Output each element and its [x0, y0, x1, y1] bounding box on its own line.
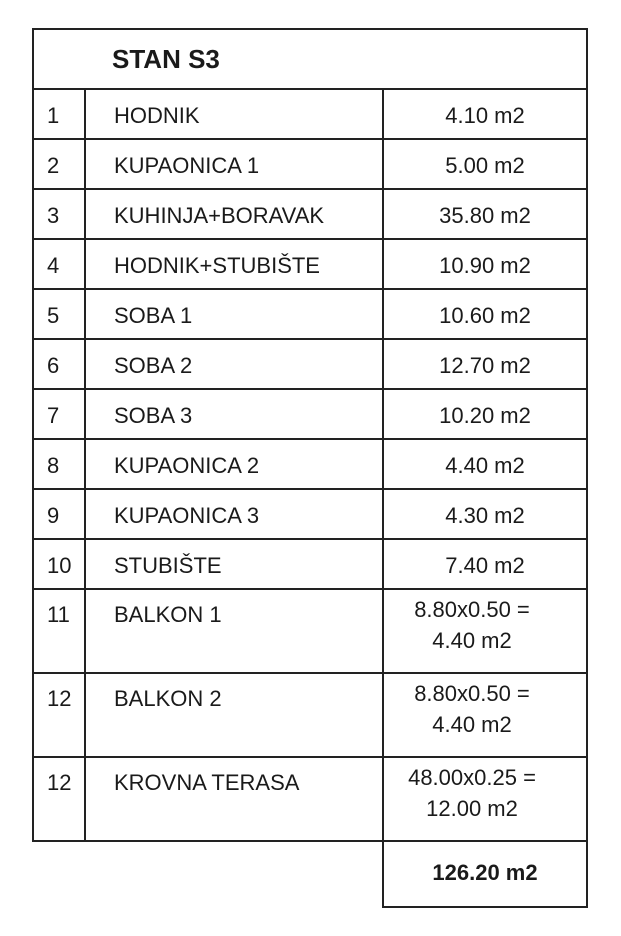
room-area: [384, 590, 586, 672]
table-row: [34, 490, 586, 540]
row-number: 3: [34, 190, 86, 238]
room-name: SOBA 1: [86, 290, 384, 338]
row-number: 11: [34, 590, 86, 672]
area-formula: 8.80x0.50 =: [414, 681, 530, 706]
table-row: [34, 590, 586, 674]
room-name: SOBA 3: [86, 390, 384, 438]
table-row: [34, 340, 586, 390]
room-area: [384, 674, 586, 756]
room-name: BALKON 1: [86, 590, 384, 672]
room-name: KUPAONICA 1: [86, 140, 384, 188]
room-area: 12.70 m2: [439, 353, 531, 378]
room-name: HODNIK: [86, 90, 384, 138]
table-row: [34, 390, 586, 440]
room-name: KROVNA TERASA: [86, 758, 384, 842]
room-area: 5.00 m2: [445, 153, 525, 178]
room-area: 10.60 m2: [439, 303, 531, 328]
room-name: HODNIK+STUBIŠTE: [86, 240, 384, 288]
row-number: 2: [34, 140, 86, 188]
row-number: 9: [34, 490, 86, 538]
room-area: [384, 758, 586, 842]
table-row: [34, 290, 586, 340]
room-area: 10.20 m2: [439, 403, 531, 428]
area-table: [32, 28, 588, 842]
room-area: 35.80 m2: [439, 203, 531, 228]
room-name: KUPAONICA 2: [86, 440, 384, 488]
room-area: 10.90 m2: [439, 253, 531, 278]
total-area: 126.20 m2: [382, 842, 588, 908]
room-name: KUPAONICA 3: [86, 490, 384, 538]
room-area: 7.40 m2: [445, 553, 525, 578]
area-result: 4.40 m2: [432, 628, 512, 653]
row-number: 12: [34, 674, 86, 756]
area-result: 4.40 m2: [432, 712, 512, 737]
area-result: 12.00 m2: [426, 796, 518, 821]
room-area: 4.10 m2: [445, 103, 525, 128]
table-title: STAN S3: [112, 44, 220, 74]
table-row: [34, 240, 586, 290]
area-formula: 8.80x0.50 =: [414, 597, 530, 622]
room-area: 4.40 m2: [445, 453, 525, 478]
table-row: [34, 190, 586, 240]
table-row: [34, 758, 586, 842]
table-row: [34, 90, 586, 140]
table-row: [34, 440, 586, 490]
title-row: [34, 30, 586, 90]
row-number: 6: [34, 340, 86, 388]
row-number: 5: [34, 290, 86, 338]
row-number: 10: [34, 540, 86, 588]
row-number: 12: [34, 758, 86, 842]
table-row: [34, 140, 586, 190]
row-number: 7: [34, 390, 86, 438]
area-formula: 48.00x0.25 =: [408, 765, 536, 790]
room-name: KUHINJA+BORAVAK: [86, 190, 384, 238]
row-number: 4: [34, 240, 86, 288]
room-name: SOBA 2: [86, 340, 384, 388]
room-name: BALKON 2: [86, 674, 384, 756]
row-number: 8: [34, 440, 86, 488]
room-area: 4.30 m2: [445, 503, 525, 528]
row-number: 1: [34, 90, 86, 138]
table-row: [34, 674, 586, 758]
room-name: STUBIŠTE: [86, 540, 384, 588]
table-row: [34, 540, 586, 590]
